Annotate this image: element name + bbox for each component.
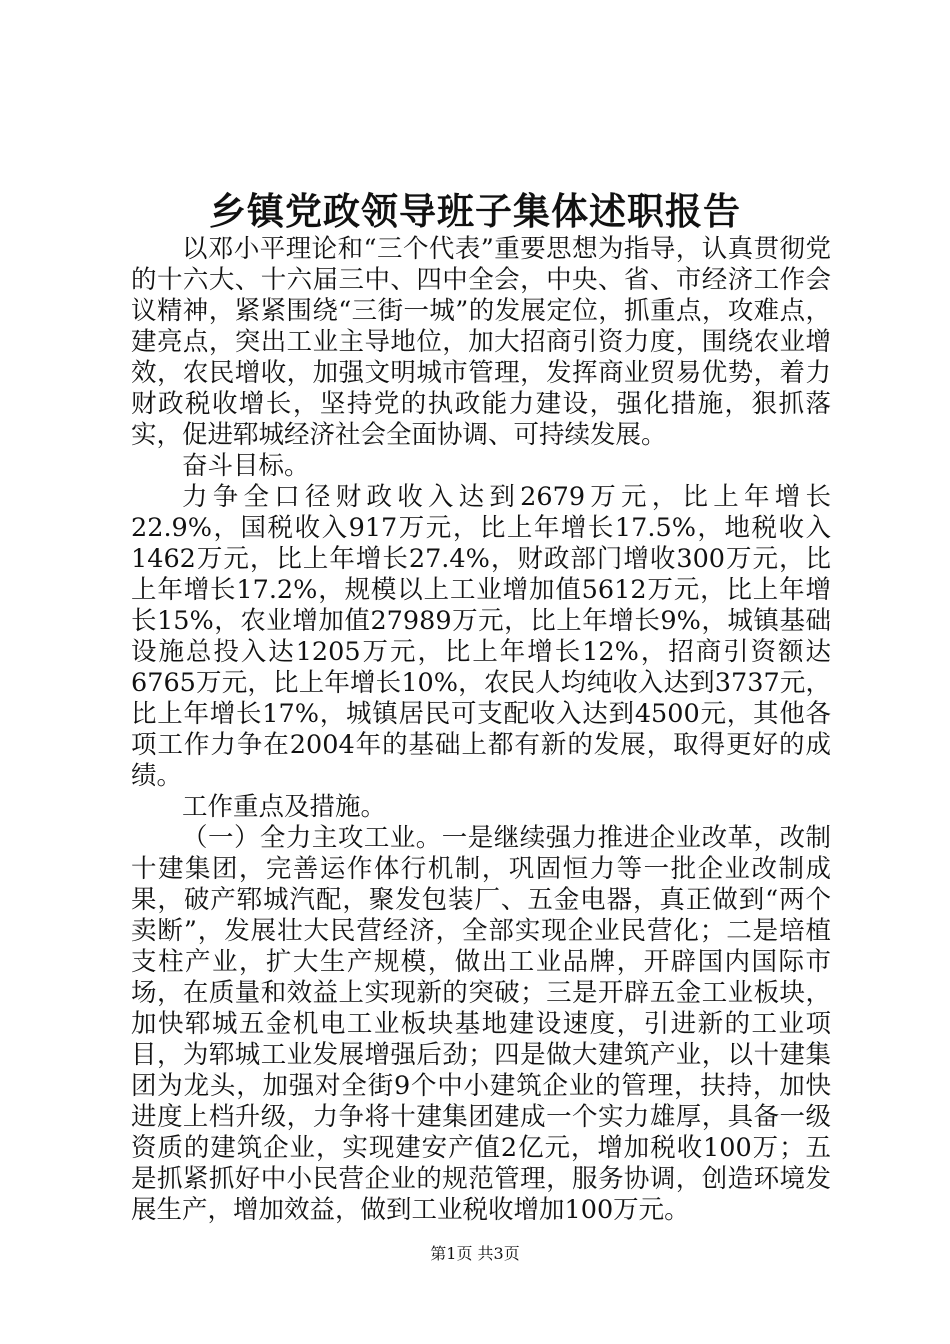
- document-title: 乡镇党政领导班子集体述职报告: [209, 189, 741, 233]
- paragraph-guiding-thought: 以邓小平理论和“三个代表”重要思想为指导，认真贯彻党的十六大、十六届三中、四中全会，中央、省、市经济工作会议精神，紧紧围绕“三街一城”的发展定位，抓重点，攻难点，建亮点，突出工业主导地位，加大招商引资力度，围绕农业增效，农民增收，加强文明城市管理，发挥商业贸易优势，着力财政税收增长，坚持党的执政能力建设，强化措施，狠抓落实，促进郓城经济社会全面协调、可持续发展。: [131, 234, 831, 450]
- paragraph-industry-measures: （一）全力主攻工业。一是继续强力推进企业改革，改制十建集团，完善运作体行机制，巩固恒力等一批企业改制成果，破产郓城汽配，聚发包装厂、五金电器，真正做到“两个卖断”，发展壮大民营经济，全部实现企业民营化；二是培植支柱产业，扩大生产规模，做出工业品牌，开辟国内国际市场，在质量和效益上实现新的突破；三是开辟五金工业板块，加快郓城五金机电工业板块基地建设速度，引进新的工业项目，为郓城工业发展增强后劲；四是做大建筑产业，以十建集团为龙头，加强对全街9个中小建筑企业的管理，扶持，加快进度上档升级，力争将十建集团建成一个实力雄厚，具备一级资质的建筑企业，实现建安产值2亿元，增加税收100万；五是抓紧抓好中小民营企业的规范管理，服务协调，创造环境发展生产，增加效益，做到工业税收增加100万元。: [131, 823, 831, 1225]
- paragraph-goals-detail: 力争全口径财政收入达到2679万元，比上年增长22.9%，国税收入917万元，比上年增长17.5%，地税收入1462万元，比上年增长27.4%，财政部门增收300万元，比上年增长17.2%，规模以上工业增加值5612万元，比上年增长15%，农业增加值27989万元，比上年增长9%，城镇基础设施总投入达1205万元，比上年增长12%，招商引资额达6765万元，比上年增长10%，农民人均纯收入达到3737元，比上年增长17%，城镇居民可支配收入达到4500元，其他各项工作力争在2004年的基础上都有新的发展，取得更好的成绩。: [131, 482, 831, 791]
- document-body: [131, 234, 831, 1226]
- page-footer: 第1页 共3页: [430, 1244, 520, 1263]
- paragraph-goals-heading: 奋斗目标。: [182, 451, 310, 481]
- paragraph-measures-heading: 工作重点及措施。: [182, 792, 387, 822]
